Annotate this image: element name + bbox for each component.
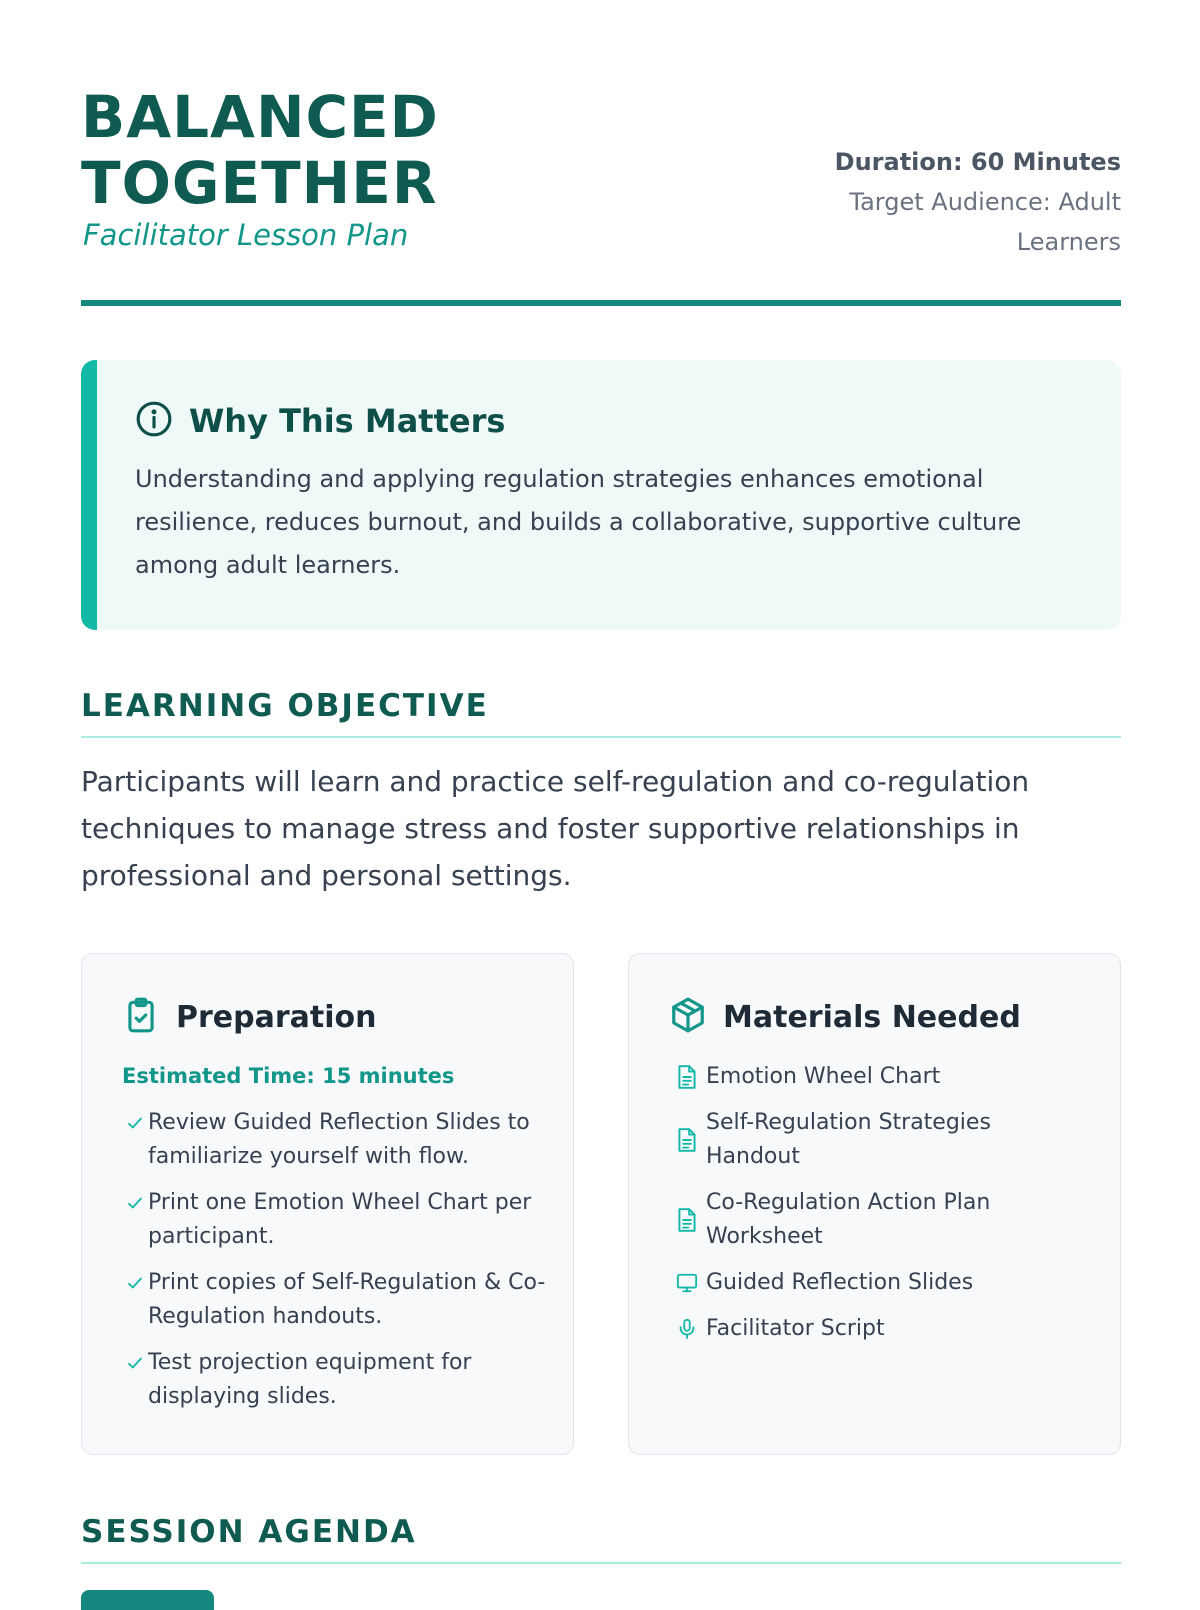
preparation-item-text: Review Guided Reflection Slides to familiarize yourself with flow. xyxy=(148,1110,530,1169)
check-icon xyxy=(122,1346,148,1380)
materials-header xyxy=(669,996,1021,1038)
page-subtitle: Facilitator Lesson Plan xyxy=(83,218,409,252)
material-item xyxy=(668,1266,1098,1300)
check-icon xyxy=(122,1186,148,1220)
title-line-1: BALANCED xyxy=(81,83,439,151)
check-icon xyxy=(122,1266,148,1300)
clipboard-check-icon xyxy=(122,996,160,1038)
material-item xyxy=(668,1106,1018,1174)
preparation-item xyxy=(122,1106,552,1174)
material-item xyxy=(668,1186,1018,1254)
preparation-header xyxy=(122,996,376,1038)
material-item xyxy=(668,1312,1098,1346)
why-this-matters-callout xyxy=(81,360,1121,630)
material-item xyxy=(668,1060,1098,1094)
why-text: Understanding and applying regulation strategies enhances emotional resilience, reduces burnout, and builds a collaborative, supportive culture among adult learners. xyxy=(135,465,1022,579)
preparation-item xyxy=(122,1346,552,1414)
preparation-item xyxy=(122,1266,552,1334)
info-icon xyxy=(135,400,173,442)
document-icon xyxy=(668,1186,706,1254)
header-divider xyxy=(81,300,1121,306)
header xyxy=(81,0,1121,306)
title-line-2: TOGETHER xyxy=(81,149,438,217)
objective-divider xyxy=(81,736,1121,738)
preparation-item-text: Test projection equipment for displaying slides. xyxy=(148,1350,472,1409)
preparation-item-text: Print copies of Self-Regulation & Co-Regulation handouts. xyxy=(148,1270,546,1329)
audience-text: Target Audience: Adult Learners xyxy=(849,188,1121,256)
material-item-text: Co-Regulation Action Plan Worksheet xyxy=(706,1190,991,1249)
microphone-icon xyxy=(668,1312,706,1346)
lesson-plan-page xyxy=(81,0,1121,1550)
document-icon xyxy=(668,1060,706,1094)
learning-objective-heading: LEARNING OBJECTIVE xyxy=(81,688,489,724)
page-title xyxy=(81,84,581,216)
session-meta xyxy=(801,142,1121,262)
preparation-title: Preparation xyxy=(176,999,377,1035)
why-header xyxy=(135,400,505,442)
preparation-item xyxy=(122,1186,552,1254)
estimated-time: Estimated Time: 15 minutes xyxy=(122,1064,455,1088)
check-icon xyxy=(122,1106,148,1140)
monitor-icon xyxy=(668,1266,706,1300)
material-item-text: Facilitator Script xyxy=(706,1316,885,1341)
material-item-text: Self-Regulation Strategies Handout xyxy=(706,1110,991,1169)
material-item-text: Guided Reflection Slides xyxy=(706,1270,974,1295)
materials-title: Materials Needed xyxy=(723,999,1021,1035)
document-icon xyxy=(668,1106,706,1174)
agenda-item-tab xyxy=(81,1590,214,1610)
session-agenda-heading: SESSION AGENDA xyxy=(81,1514,417,1550)
agenda-divider xyxy=(81,1562,1121,1564)
why-title: Why This Matters xyxy=(189,402,506,440)
duration-text: Duration: 60 Minutes xyxy=(834,148,1121,176)
package-icon xyxy=(669,996,707,1038)
objective-text: Participants will learn and practice self-regulation and co-regulation techniques to manage stress and foster supportive relationships in professional and personal settings. xyxy=(81,765,1030,892)
material-item-text: Emotion Wheel Chart xyxy=(706,1064,941,1089)
preparation-item-text: Print one Emotion Wheel Chart per participant. xyxy=(148,1190,532,1249)
